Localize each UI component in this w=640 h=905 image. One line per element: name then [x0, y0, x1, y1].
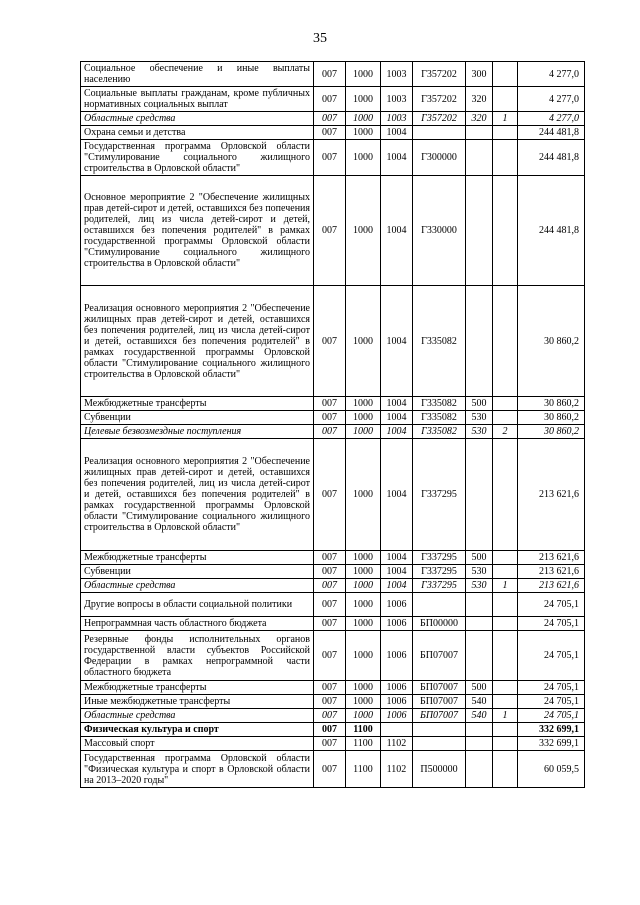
section-code-cell: 1000 [346, 695, 381, 709]
grbs-code-cell: 007 [314, 397, 346, 411]
funding-source-cell [493, 62, 518, 87]
target-article-cell: Г337295 [413, 565, 466, 579]
table-row [81, 751, 585, 788]
expense-type-cell [466, 751, 493, 788]
grbs-code-cell: 007 [314, 176, 346, 286]
amount-cell: 332 699,1 [518, 723, 585, 737]
grbs-code-cell: 007 [314, 140, 346, 176]
expense-type-cell: 530 [466, 579, 493, 593]
table-row [81, 126, 585, 140]
section-code-cell: 1000 [346, 551, 381, 565]
subsection-code-cell: 1102 [381, 737, 413, 751]
subsection-code-cell: 1006 [381, 593, 413, 617]
grbs-code-cell: 007 [314, 112, 346, 126]
section-code-cell: 1100 [346, 737, 381, 751]
target-article-cell [413, 126, 466, 140]
funding-source-cell [493, 551, 518, 565]
grbs-code-cell: 007 [314, 617, 346, 631]
amount-cell: 4 277,0 [518, 62, 585, 87]
table-row [81, 723, 585, 737]
expense-type-cell: 500 [466, 397, 493, 411]
section-code-cell: 1000 [346, 397, 381, 411]
row-name-cell: Субвенции [81, 565, 314, 579]
funding-source-cell [493, 87, 518, 112]
row-name-cell: Межбюджетные трансферты [81, 681, 314, 695]
funding-source-cell [493, 593, 518, 617]
expense-type-cell: 320 [466, 87, 493, 112]
row-name-cell: Непрограммная часть областного бюджета [81, 617, 314, 631]
section-code-cell: 1000 [346, 709, 381, 723]
grbs-code-cell: 007 [314, 286, 346, 397]
target-article-cell [413, 593, 466, 617]
row-name-cell: Основное мероприятие 2 "Обеспечение жилищных прав детей-сирот и детей, оставшихся без попечения родителей, лиц из числа детей-сирот и детей, оставшихся без попечения родителей" в рамках государственной программы Орловской области "Стимулирование социального жилищного строительства в Орловской области" [81, 176, 314, 286]
target-article-cell: П500000 [413, 751, 466, 788]
expense-type-cell [466, 140, 493, 176]
funding-source-cell: 1 [493, 112, 518, 126]
grbs-code-cell: 007 [314, 565, 346, 579]
target-article-cell: Г300000 [413, 140, 466, 176]
amount-cell: 30 860,2 [518, 425, 585, 439]
amount-cell: 244 481,8 [518, 126, 585, 140]
target-article-cell: Г330000 [413, 176, 466, 286]
grbs-code-cell: 007 [314, 87, 346, 112]
row-name-cell: Другие вопросы в области социальной политики [81, 593, 314, 617]
target-article-cell: Г335082 [413, 425, 466, 439]
section-code-cell: 1000 [346, 439, 381, 551]
target-article-cell: БП07007 [413, 695, 466, 709]
expense-type-cell: 540 [466, 709, 493, 723]
table-row [81, 411, 585, 425]
amount-cell: 24 705,1 [518, 681, 585, 695]
funding-source-cell [493, 126, 518, 140]
grbs-code-cell: 007 [314, 593, 346, 617]
grbs-code-cell: 007 [314, 631, 346, 681]
row-name-cell: Субвенции [81, 411, 314, 425]
amount-cell: 244 481,8 [518, 176, 585, 286]
subsection-code-cell: 1102 [381, 751, 413, 788]
grbs-code-cell: 007 [314, 737, 346, 751]
amount-cell: 24 705,1 [518, 617, 585, 631]
target-article-cell: БП00000 [413, 617, 466, 631]
target-article-cell: Г337295 [413, 439, 466, 551]
grbs-code-cell: 007 [314, 723, 346, 737]
subsection-code-cell: 1004 [381, 411, 413, 425]
table-row [81, 140, 585, 176]
target-article-cell: Г335082 [413, 411, 466, 425]
subsection-code-cell: 1004 [381, 565, 413, 579]
amount-cell: 332 699,1 [518, 737, 585, 751]
section-code-cell: 1000 [346, 176, 381, 286]
section-code-cell: 1000 [346, 140, 381, 176]
row-name-cell: Социальное обеспечение и иные выплаты населению [81, 62, 314, 87]
table-row [81, 709, 585, 723]
target-article-cell: Г335082 [413, 397, 466, 411]
row-name-cell: Целевые безвозмездные поступления [81, 425, 314, 439]
expense-type-cell [466, 631, 493, 681]
row-name-cell: Иные межбюджетные трансферты [81, 695, 314, 709]
section-code-cell: 1000 [346, 631, 381, 681]
row-name-cell: Государственная программа Орловской области "Физическая культура и спорт в Орловской области на 2013–2020 годы" [81, 751, 314, 788]
subsection-code-cell: 1004 [381, 439, 413, 551]
grbs-code-cell: 007 [314, 709, 346, 723]
table-row [81, 87, 585, 112]
amount-cell: 30 860,2 [518, 397, 585, 411]
target-article-cell: Г337295 [413, 579, 466, 593]
section-code-cell: 1000 [346, 425, 381, 439]
subsection-code-cell: 1004 [381, 397, 413, 411]
funding-source-cell [493, 176, 518, 286]
row-name-cell: Межбюджетные трансферты [81, 551, 314, 565]
section-code-cell: 1100 [346, 751, 381, 788]
page-number: 35 [313, 31, 327, 46]
grbs-code-cell: 007 [314, 62, 346, 87]
grbs-code-cell: 007 [314, 439, 346, 551]
subsection-code-cell: 1004 [381, 579, 413, 593]
subsection-code-cell: 1004 [381, 425, 413, 439]
target-article-cell: Г357202 [413, 112, 466, 126]
amount-cell: 30 860,2 [518, 286, 585, 397]
row-name-cell: Областные средства [81, 579, 314, 593]
subsection-code-cell: 1004 [381, 551, 413, 565]
subsection-code-cell: 1003 [381, 112, 413, 126]
table-row [81, 737, 585, 751]
amount-cell: 244 481,8 [518, 140, 585, 176]
table-body [81, 62, 585, 788]
amount-cell: 4 277,0 [518, 112, 585, 126]
expense-type-cell: 500 [466, 551, 493, 565]
table-row [81, 62, 585, 87]
funding-source-cell [493, 397, 518, 411]
amount-cell: 24 705,1 [518, 695, 585, 709]
funding-source-cell [493, 411, 518, 425]
row-name-cell: Охрана семьи и детства [81, 126, 314, 140]
table-row [81, 439, 585, 551]
grbs-code-cell: 007 [314, 425, 346, 439]
table-row [81, 551, 585, 565]
funding-source-cell: 1 [493, 709, 518, 723]
target-article-cell: Г337295 [413, 551, 466, 565]
amount-cell: 213 621,6 [518, 579, 585, 593]
amount-cell: 4 277,0 [518, 87, 585, 112]
funding-source-cell [493, 565, 518, 579]
amount-cell: 24 705,1 [518, 631, 585, 681]
grbs-code-cell: 007 [314, 579, 346, 593]
target-article-cell: Г335082 [413, 286, 466, 397]
subsection-code-cell: 1004 [381, 126, 413, 140]
subsection-code-cell: 1006 [381, 709, 413, 723]
expense-type-cell: 530 [466, 411, 493, 425]
target-article-cell: БП07007 [413, 681, 466, 695]
table-row [81, 425, 585, 439]
row-name-cell: Реализация основного мероприятия 2 "Обеспечение жилищных прав детей-сирот и детей, оставшихся без попечения родителей, лиц из числа детей-сирот и детей, оставшихся без попечения родителей" в рамках государственной программы Орловской области "Стимулирование социального жилищного строительства в Орловской области" [81, 286, 314, 397]
target-article-cell: БП07007 [413, 709, 466, 723]
expense-type-cell: 500 [466, 681, 493, 695]
subsection-code-cell: 1006 [381, 617, 413, 631]
funding-source-cell [493, 723, 518, 737]
row-name-cell: Резервные фонды исполнительных органов государственной власти субъектов Российской Федерации в рамках непрограммной части областного бюджета [81, 631, 314, 681]
subsection-code-cell: 1006 [381, 695, 413, 709]
funding-source-cell [493, 286, 518, 397]
table-row [81, 695, 585, 709]
expense-type-cell: 320 [466, 112, 493, 126]
funding-source-cell [493, 617, 518, 631]
amount-cell: 24 705,1 [518, 709, 585, 723]
expense-type-cell [466, 593, 493, 617]
subsection-code-cell: 1006 [381, 631, 413, 681]
table-row [81, 176, 585, 286]
amount-cell: 213 621,6 [518, 439, 585, 551]
row-name-cell: Государственная программа Орловской области "Стимулирование социального жилищного строительства в Орловской области" [81, 140, 314, 176]
row-name-cell: Областные средства [81, 709, 314, 723]
funding-source-cell [493, 439, 518, 551]
budget-table [80, 61, 585, 788]
table-row [81, 397, 585, 411]
subsection-code-cell [381, 723, 413, 737]
expense-type-cell [466, 439, 493, 551]
expense-type-cell: 540 [466, 695, 493, 709]
section-code-cell: 1000 [346, 617, 381, 631]
grbs-code-cell: 007 [314, 551, 346, 565]
expense-type-cell: 530 [466, 425, 493, 439]
row-name-cell: Реализация основного мероприятия 2 "Обеспечение жилищных прав детей-сирот и детей, оставшихся без попечения родителей, лиц из числа детей-сирот и детей, оставшихся без попечения родителей" в рамках государственной программы Орловской области "Стимулирование социального жилищного строительства в Орловской области" [81, 439, 314, 551]
section-code-cell: 1000 [346, 411, 381, 425]
grbs-code-cell: 007 [314, 126, 346, 140]
expense-type-cell: 530 [466, 565, 493, 579]
section-code-cell: 1000 [346, 681, 381, 695]
section-code-cell: 1000 [346, 286, 381, 397]
grbs-code-cell: 007 [314, 681, 346, 695]
funding-source-cell [493, 631, 518, 681]
expense-type-cell [466, 723, 493, 737]
section-code-cell: 1000 [346, 62, 381, 87]
subsection-code-cell: 1006 [381, 681, 413, 695]
amount-cell: 213 621,6 [518, 551, 585, 565]
grbs-code-cell: 007 [314, 695, 346, 709]
target-article-cell [413, 723, 466, 737]
funding-source-cell: 2 [493, 425, 518, 439]
section-code-cell: 1000 [346, 112, 381, 126]
amount-cell: 213 621,6 [518, 565, 585, 579]
amount-cell: 24 705,1 [518, 593, 585, 617]
expense-type-cell: 300 [466, 62, 493, 87]
amount-cell: 30 860,2 [518, 411, 585, 425]
amount-cell: 60 059,5 [518, 751, 585, 788]
target-article-cell [413, 737, 466, 751]
section-code-cell: 1000 [346, 579, 381, 593]
funding-source-cell [493, 140, 518, 176]
grbs-code-cell: 007 [314, 411, 346, 425]
table-row [81, 631, 585, 681]
subsection-code-cell: 1003 [381, 87, 413, 112]
subsection-code-cell: 1004 [381, 286, 413, 397]
funding-source-cell [493, 681, 518, 695]
funding-source-cell: 1 [493, 579, 518, 593]
grbs-code-cell: 007 [314, 751, 346, 788]
subsection-code-cell: 1004 [381, 176, 413, 286]
expense-type-cell [466, 617, 493, 631]
table-row [81, 593, 585, 617]
row-name-cell: Массовый спорт [81, 737, 314, 751]
row-name-cell: Межбюджетные трансферты [81, 397, 314, 411]
target-article-cell: БП07007 [413, 631, 466, 681]
section-code-cell: 1000 [346, 593, 381, 617]
row-name-cell: Областные средства [81, 112, 314, 126]
subsection-code-cell: 1004 [381, 140, 413, 176]
table-row [81, 112, 585, 126]
target-article-cell: Г357202 [413, 87, 466, 112]
section-code-cell: 1100 [346, 723, 381, 737]
expense-type-cell [466, 176, 493, 286]
table-row [81, 579, 585, 593]
funding-source-cell [493, 695, 518, 709]
target-article-cell: Г357202 [413, 62, 466, 87]
funding-source-cell [493, 737, 518, 751]
funding-source-cell [493, 751, 518, 788]
subsection-code-cell: 1003 [381, 62, 413, 87]
expense-type-cell [466, 737, 493, 751]
row-name-cell: Физическая культура и спорт [81, 723, 314, 737]
table-row [81, 286, 585, 397]
expense-type-cell [466, 126, 493, 140]
table-row [81, 681, 585, 695]
section-code-cell: 1000 [346, 565, 381, 579]
table-row [81, 565, 585, 579]
table-row [81, 617, 585, 631]
section-code-cell: 1000 [346, 126, 381, 140]
section-code-cell: 1000 [346, 87, 381, 112]
row-name-cell: Социальные выплаты гражданам, кроме публичных нормативных социальных выплат [81, 87, 314, 112]
expense-type-cell [466, 286, 493, 397]
